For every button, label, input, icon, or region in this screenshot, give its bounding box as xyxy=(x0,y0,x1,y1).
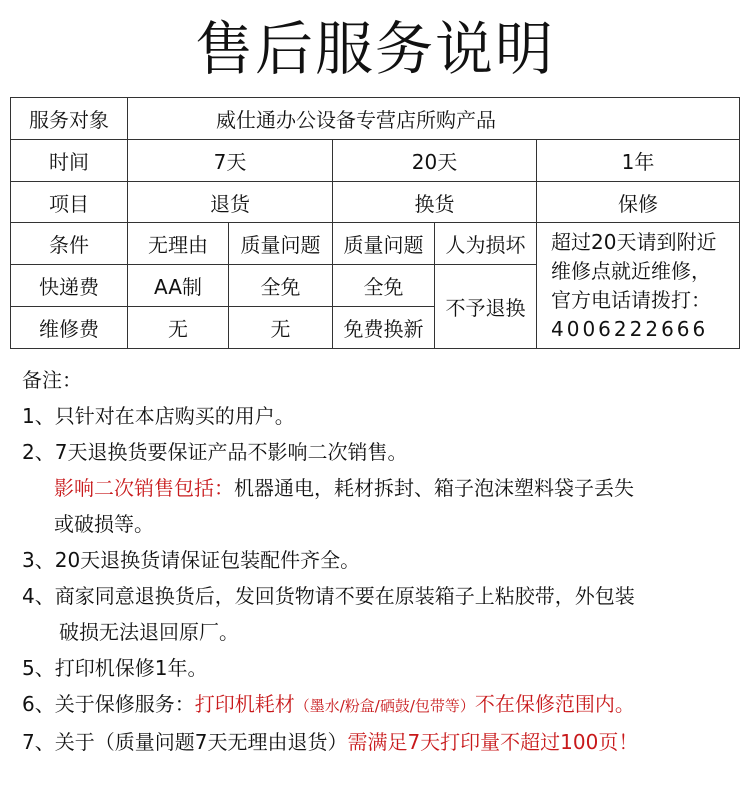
item-warranty: 保修 xyxy=(537,182,740,223)
table-row-item xyxy=(11,182,740,223)
condition-quality-return: 质量问题 xyxy=(229,223,333,265)
label-express-fee: 快递费 xyxy=(11,265,128,307)
notes-heading: 备注： xyxy=(22,368,82,392)
service-target-value: 威仕通办公设备专营店所购产品 xyxy=(128,98,740,140)
express-fee-exchange: 全免 xyxy=(333,265,435,307)
warranty-phone: 4006222666 xyxy=(551,316,709,341)
note-2-highlight: 影响二次销售包括： xyxy=(54,476,234,500)
warranty-note xyxy=(537,223,740,349)
note-6-prefix: 6、关于保修服务： xyxy=(22,692,195,716)
note-1: 1、只针对在本店购买的用户。 xyxy=(22,404,295,428)
note-6 xyxy=(22,686,732,724)
time-warranty: 1年 xyxy=(537,140,740,182)
warranty-note-line3: 官方电话请拨打： xyxy=(551,287,711,312)
note-6-end: 不在保修范围内。 xyxy=(474,692,635,716)
time-return: 7天 xyxy=(128,140,333,182)
service-table xyxy=(10,97,740,349)
warranty-note-line1: 超过20天请到附近 xyxy=(551,229,717,254)
notes-section xyxy=(22,362,732,760)
note-6-examples: （墨水/粉盒/硒鼓/包带等） xyxy=(294,697,475,715)
label-condition: 条件 xyxy=(11,223,128,265)
note-4-cont: 破损无法退回原厂。 xyxy=(59,620,239,644)
condition-no-reason: 无理由 xyxy=(128,223,229,265)
time-exchange: 20天 xyxy=(333,140,537,182)
note-2: 2、7天退换货要保证产品不影响二次销售。 xyxy=(22,440,408,464)
note-7-prefix: 7、关于（质量问题7天无理由退货） xyxy=(22,730,348,754)
item-return: 退货 xyxy=(128,182,333,223)
note-5: 5、打印机保修1年。 xyxy=(22,656,208,680)
note-2-detail-cont: 或破损等。 xyxy=(54,512,154,536)
table-row-service xyxy=(11,98,740,140)
table-row-condition xyxy=(11,223,740,265)
no-return-exchange: 不予退换 xyxy=(435,265,537,349)
note-6-highlight: 打印机耗材 xyxy=(194,692,295,716)
condition-quality-exchange: 质量问题 xyxy=(333,223,435,265)
condition-human-damage: 人为损坏 xyxy=(435,223,537,265)
warranty-note-line2: 维修点就近维修， xyxy=(551,258,711,283)
express-fee-quality-return: 全免 xyxy=(229,265,333,307)
note-4: 4、商家同意退换货后，发回货物请不要在原装箱子上粘胶带，外包装 xyxy=(22,584,635,608)
repair-fee-exchange: 免费换新 xyxy=(333,307,435,349)
repair-fee-return: 无 xyxy=(128,307,229,349)
note-2-detail-text: 机器通电，耗材拆封、箱子泡沫塑料袋子丢失 xyxy=(234,476,634,500)
label-repair-fee: 维修费 xyxy=(11,307,128,349)
repair-fee-quality-return: 无 xyxy=(229,307,333,349)
note-7-highlight: 需满足7天打印量不超过100页！ xyxy=(347,730,639,754)
note-3: 3、20天退换货请保证包装配件齐全。 xyxy=(22,548,361,572)
note-2-detail xyxy=(22,470,732,506)
note-7 xyxy=(22,724,732,760)
table-row-time xyxy=(11,140,740,182)
item-exchange: 换货 xyxy=(333,182,537,223)
label-time: 时间 xyxy=(11,140,128,182)
label-service-target: 服务对象 xyxy=(11,98,128,140)
label-item: 项目 xyxy=(11,182,128,223)
page-title: 售后服务说明 xyxy=(194,15,555,83)
express-fee-return: AA制 xyxy=(128,265,229,307)
